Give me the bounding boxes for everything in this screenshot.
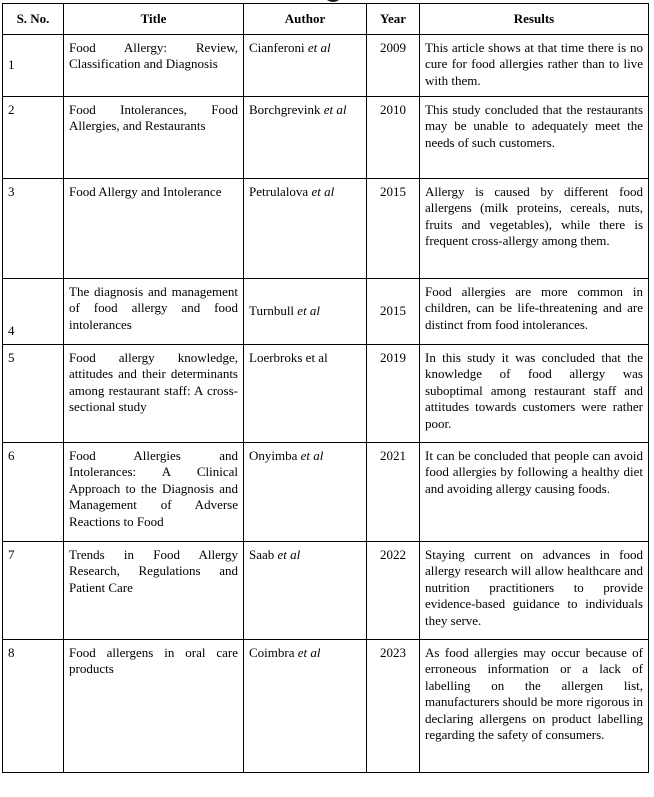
row-results: As food allergies may occur because of erroneous information or a lack of labelling on the allergen list, manufacturers should be more rigorous in declaring allergens on product labelling regarding the safety of consumers.	[420, 639, 649, 772]
row-year: 2015	[367, 178, 420, 278]
row-title: Food Allergies and Intolerances: A Clinical Approach to the Diagnosis and Management of Adverse Reactions to Food	[64, 442, 244, 541]
row-author: Saab et al	[244, 541, 367, 639]
header-results: Results	[420, 4, 649, 35]
header-author: Author	[244, 4, 367, 35]
row-author: Onyimba et al	[244, 442, 367, 541]
row-title: Food allergens in oral care products	[64, 639, 244, 772]
row-year: 2010	[367, 96, 420, 178]
row-results: Allergy is caused by different food allergens (milk proteins, cereals, nuts, fruits and vegetables), while there is frequent cross-allergy among them.	[420, 178, 649, 278]
row-author: Borchgrevink et al	[244, 96, 367, 178]
row-results: Food allergies are more common in children, can be life-threatening and are distinct from food intolerances.	[420, 278, 649, 344]
row-sno: 7	[3, 541, 64, 639]
header-year: Year	[367, 4, 420, 35]
table-row	[3, 344, 649, 442]
row-results: Staying current on advances in food allergy research will allow healthcare and nutrition practitioners to provide evidence-based guidance to individuals they serve.	[420, 541, 649, 639]
row-year: 2015	[367, 278, 420, 344]
row-author: Petrulalova et al	[244, 178, 367, 278]
row-sno: 3	[3, 178, 64, 278]
row-author: Coimbra et al	[244, 639, 367, 772]
row-title: Food allergy knowledge, attitudes and their determinants among restaurant staff: A cross-sectional study	[64, 344, 244, 442]
table-header-row	[3, 4, 649, 35]
row-title: Food Intolerances, Food Allergies, and Restaurants	[64, 96, 244, 178]
table-row	[3, 639, 649, 772]
row-year: 2009	[367, 34, 420, 96]
row-title: Trends in Food Allergy Research, Regulations and Patient Care	[64, 541, 244, 639]
row-results: This article shows at that time there is no cure for food allergies rather than to live with them.	[420, 34, 649, 96]
table-row	[3, 34, 649, 96]
row-year: 2019	[367, 344, 420, 442]
table-row	[3, 278, 649, 344]
row-results: It can be concluded that people can avoid food allergies by following a healthy diet and avoiding allergy causing foods.	[420, 442, 649, 541]
row-year: 2021	[367, 442, 420, 541]
row-author: Cianferoni et al	[244, 34, 367, 96]
row-year: 2023	[367, 639, 420, 772]
row-results: This study concluded that the restaurants may be unable to adequately meet the needs of such customers.	[420, 96, 649, 178]
table-row	[3, 96, 649, 178]
table-row	[3, 541, 649, 639]
row-sno: 8	[3, 639, 64, 772]
row-sno: 4	[3, 278, 64, 344]
row-title: Food Allergy: Review, Classification and Diagnosis	[64, 34, 244, 96]
header-sno: S. No.	[3, 4, 64, 35]
row-author: Loerbroks et al	[244, 344, 367, 442]
row-results: In this study it was concluded that the knowledge of food allergy was suboptimal among restaurant staff and attitudes towards customers were rather poor.	[420, 344, 649, 442]
row-title: The diagnosis and management of food allergy and food intolerances	[64, 278, 244, 344]
row-sno: 5	[3, 344, 64, 442]
literature-review-table	[2, 3, 649, 773]
row-sno: 2	[3, 96, 64, 178]
table-row	[3, 442, 649, 541]
cropped-glyph-fragment	[326, 0, 340, 2]
header-title: Title	[64, 4, 244, 35]
row-sno: 6	[3, 442, 64, 541]
row-title: Food Allergy and Intolerance	[64, 178, 244, 278]
row-sno: 1	[3, 34, 64, 96]
row-author: Turnbull et al	[244, 278, 367, 344]
row-year: 2022	[367, 541, 420, 639]
table-row	[3, 178, 649, 278]
